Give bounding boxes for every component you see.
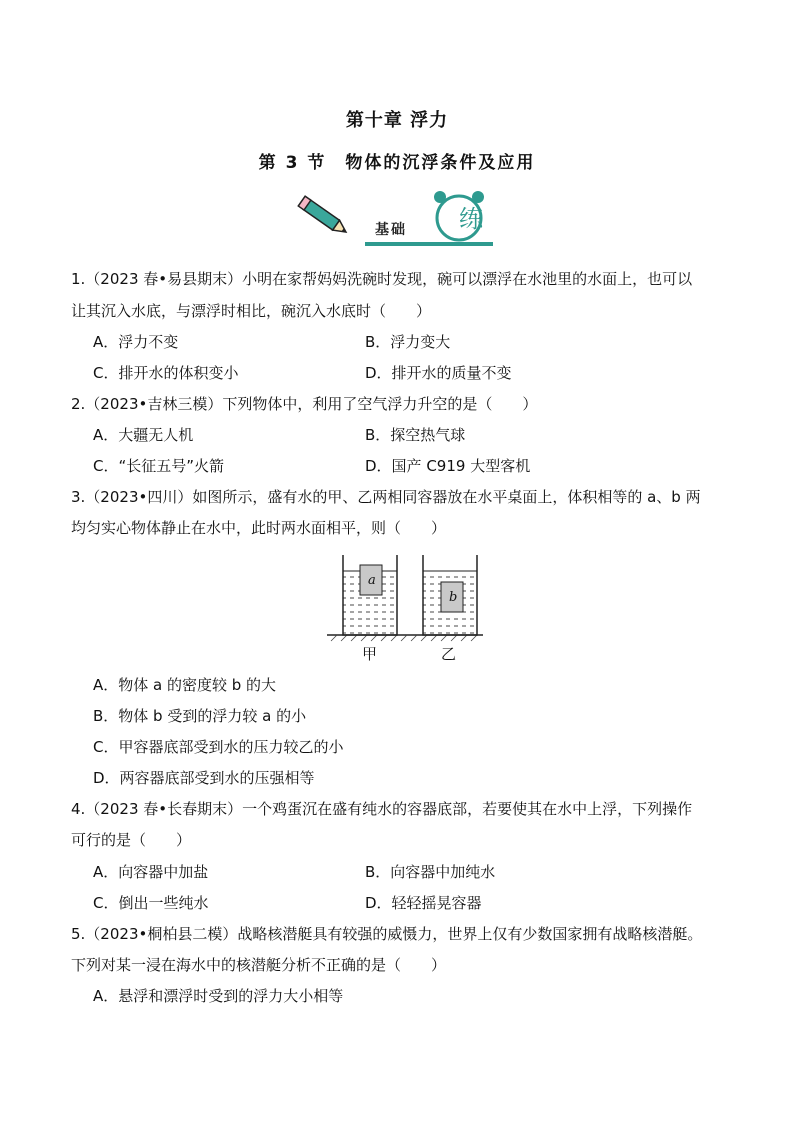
banner-underline <box>365 242 493 246</box>
question-2-option-c[interactable]: C．“长征五号”火箭 <box>93 457 225 475</box>
question-5-line-1: 5.（2023•桐柏县二模）战略核潜艇具有较强的威慑力，世界上仅有少数国家拥有战略核潜艇。 <box>71 925 703 943</box>
question-3-option-a[interactable]: A．物体 a 的密度较 b 的大 <box>93 676 277 694</box>
question-1-line-1: 1.（2023 春•易县期末）小明在家帮妈妈洗碗时发现，碗可以漂浮在水池里的水面上，也可以 <box>71 270 693 288</box>
object-a-label: a <box>368 573 376 588</box>
question-4-option-a[interactable]: A．向容器中加盐 <box>93 863 209 881</box>
question-1-line-2: 让其沉入水底，与漂浮时相比，碗沉入水底时（ ） <box>71 302 432 320</box>
question-4-option-d[interactable]: D．轻轻摇晃容器 <box>365 894 482 912</box>
table-hatching <box>331 635 477 641</box>
question-3-option-c[interactable]: C．甲容器底部受到水的压力较乙的小 <box>93 738 344 756</box>
object-b-label: b <box>449 590 458 605</box>
container-yi-label: 乙 <box>441 645 457 663</box>
banner-label: 基础 <box>375 222 407 238</box>
question-4-option-c[interactable]: C．倒出一些纯水 <box>93 894 209 912</box>
question-2-line-1: 2.（2023•吉林三模）下列物体中，利用了空气浮力升空的是（ ） <box>71 395 538 413</box>
question-3-option-b[interactable]: B．物体 b 受到的浮力较 a 的小 <box>93 707 307 725</box>
question-2-option-a[interactable]: A．大疆无人机 <box>93 426 194 444</box>
question-3-option-d[interactable]: D．两容器底部受到水的压强相等 <box>93 769 315 787</box>
containers-diagram <box>325 553 485 665</box>
question-5-line-2: 下列对某一浸在海水中的核潜艇分析不正确的是（ ） <box>71 956 447 974</box>
question-4-option-b[interactable]: B．向容器中加纯水 <box>365 863 496 881</box>
question-5-option-a[interactable]: A．悬浮和漂浮时受到的浮力大小相等 <box>93 987 344 1005</box>
section-title: 第 3 节 物体的沉浮条件及应用 <box>258 153 536 173</box>
pencil-icon <box>298 196 349 237</box>
question-1-option-d[interactable]: D．排开水的质量不变 <box>365 364 512 382</box>
question-4-line-1: 4.（2023 春•长春期末）一个鸡蛋沉在盛有纯水的容器底部，若要使其在水中上浮，下列操作 <box>71 800 693 818</box>
practice-banner <box>295 188 505 254</box>
question-1-option-b[interactable]: B．浮力变大 <box>365 333 451 351</box>
question-1-option-c[interactable]: C．排开水的体积变小 <box>93 364 239 382</box>
question-2-option-b[interactable]: B．探空热气球 <box>365 426 466 444</box>
question-3-line-2: 均匀实心物体静止在水中，此时两水面相平，则（ ） <box>71 519 447 537</box>
question-4-line-2: 可行的是（ ） <box>71 831 192 849</box>
container-jia <box>343 555 397 635</box>
question-2-option-d[interactable]: D．国产 C919 大型客机 <box>365 457 531 475</box>
question-3-line-1: 3.（2023•四川）如图所示，盛有水的甲、乙两相同容器放在水平桌面上，体积相等的 a、b 两 <box>71 488 701 506</box>
question-1-option-a[interactable]: A．浮力不变 <box>93 333 179 351</box>
container-jia-label: 甲 <box>362 645 378 663</box>
chapter-title: 第十章 浮力 <box>345 110 449 131</box>
question-3-figure <box>325 553 485 665</box>
banner-badge-text: 练 <box>459 205 483 233</box>
